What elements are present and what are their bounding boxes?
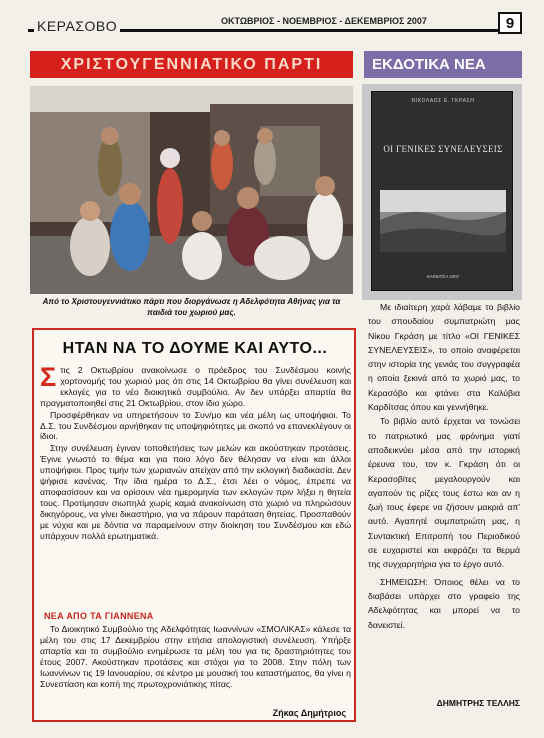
page-header xyxy=(28,12,522,40)
review-note: ΣΗΜΕΙΩΣΗ: Όποιος θέλει να το διαβάσει υπάρχει στο γραφείο της Αδελφότητας και μπορεί να το δανειστεί. xyxy=(368,576,520,630)
page-number: 9 xyxy=(498,12,522,34)
article-paragraph-2: Προσφέρθηκαν να υπηρετήσουν το Συν/μο και νέα μέλη ως υποψήφιοι. Το Δ.Σ. του Συνδέσμου αρνήθηκαν τις υποψηφιότητες με σκοπό να επανεκλέγουν οι ίδιοι. xyxy=(40,409,351,442)
book-cover-panel xyxy=(362,84,522,300)
article-title: ΗΤΑΝ ΝΑ ΤΟ ΔΟΥΜΕ ΚΑΙ ΑΥΤΟ... xyxy=(62,340,328,357)
review-signature: ΔΗΜΗΤΡΗΣ ΤΕΛΛΗΣ xyxy=(436,698,520,708)
ioannina-news-heading: ΝΕΑ ΑΠΟ ΤΑ ΓΙΑΝΝΕΝΑ xyxy=(44,611,154,621)
review-paragraph-1: Με ιδιαίτερη χαρά λάβαμε το βιβλίο του σπουδαίου συμπατριώτη μας Νίκου Γκράση με τίτλο «ΟΙ ΓΕΝΙΚΕΣ ΣΥΝΕΛΕΥΣΕΙΣ», το οποίο αναφέρεται στην ιστορία της γενιάς του συγγραφέα η οποία ξεκινά από το χωριό μας, το Κερασόβο και φτάνει στα Καλύβια Καρδίτσας όπου και γεννήθηκε. xyxy=(368,302,520,413)
review-paragraph-2: Το βιβλίο αυτό έρχεται να τονώσει το πατριωτικό μας φρόνημα γιατί αποδεικνύει μέσα από την ιστορική έρευνα του, τον κ. Γκράση ότι οι Κερασοβίτες μεγαλουργούν και αγαπούν τις ρίζες τους έστω και αν η ζωή τους έφερε να ζήσουν μακριά απ' αυτό. Αγαπητέ συμπατριώτη μας, η Συντακτική Επιτροπή του Περιοδικού σε ευχαριστεί και εκφράζει τα θερμά της συγχαρητήρια για το έργο αυτό. xyxy=(368,416,520,570)
article-box xyxy=(32,328,356,722)
book-publisher: ΚΑΡΔΙΤΣΑ 2007 xyxy=(426,274,460,279)
drop-cap: Σ xyxy=(40,362,57,392)
article-paragraph-4: Το Διοικητικό Συμβούλιο της Αδελφότητας Ιωαννίνων «ΣΜΟΛΙΚΑΣ» κάλεσε τα μέλη του στις 17 Δεκεμβρίου στην ετήσια απολογιστική συνέλευση. Υπήρξε απαρτία και το συμβούλιο ενημέρωσε τα μέλη του για τις δραστηριότητες του έτους 2007. Ακούστηκαν προτάσεις και στόχοι για το 2008. Στην πόλη των Ιωαννίνων τις 19 Ιανουαρίου, σε κέντρο με μουσική του καταστήματος, θα γίνει η Συνεστίαση και κοπή της πρωτοχρονιάτικης πίτας. xyxy=(40,624,351,689)
party-photo-image xyxy=(30,86,353,294)
article-paragraph-1-text: τις 2 Οκτωβρίου ανακοίνωσε ο πρόεδρος του Συνδέσμου κοινής χορτονομής του χωριού μας ότι στις 14 Οκτωβρίου θα γίνει συνέλευση και εκλογές για το νέο διοικητικό συμβούλιο. Αν δεν υπάρξει απαρτία θα πραγματοποιηθεί στις 21 Οκτωβρίου, στον ίδιο χώρο. xyxy=(40,365,351,408)
article-signature: Ζήκας Δημήτριος xyxy=(272,708,346,718)
ioannina-news-body xyxy=(40,624,351,689)
issue-date: ΟΚΤΩΒΡΙΟΣ - ΝΟΕΜΒΡΙΟΣ - ΔΕΚΕΜΒΡΙΟΣ 2007 xyxy=(218,16,430,26)
party-photo xyxy=(30,86,353,294)
brand: ΚΕΡΑΣΟΒΟ xyxy=(34,18,120,34)
book-author: ΝΙΚΟΛΑΟΣ Ε. ΓΚΡΑΣΗ xyxy=(411,98,475,104)
book-cover-landscape xyxy=(380,190,506,252)
article-body xyxy=(40,362,351,543)
publishing-news-banner: ΕΚΔΟΤΙΚΑ ΝΕΑ xyxy=(364,51,522,78)
book-cover xyxy=(371,91,513,291)
christmas-party-banner: ΧΡΙΣΤΟΥΓΕΝΝΙΑΤΙΚΟ ΠΑΡΤΙ xyxy=(30,51,353,78)
article-paragraph-1 xyxy=(40,362,351,409)
article-paragraph-3: Στην συνέλευση έγιναν τοποθετήσεις των μελών και ακούστηκαν προτάσεις. Έγινε γνωστό το θέμα και για ποιο λόγο δεν θέλησαν να είναι και άλλοι υποψήφιοι. Προς τιμήν των χωριανών απείχαν από την εκλογική διαδικασία. Δεν ψήφισε κανένας. Την ίδια ημέρα το Δ.Σ., έτσι λέει ο νόμος, έπρεπε να αποφασίσουν και να ορίσουν νέα ημερομηνία των εκλογών πριν λήξει η θητεία τους. Προτίμησαν σιωπηλά χωρίς καμιά ανακοίνωση στο χωριό να πληρώσουν δικηγόρους, να γίνει δικαστήριο, για να πάρουν παράταση θητείας. Προσπαθούν με νύχια και με δόντια να παραμείνουν στην διοίκηση του Συνδέσμου και εδώ υπάρχουν πολλά ερωτηματικά. xyxy=(40,443,351,541)
book-title: ΟΙ ΓΕΝΙΚΕΣ ΣΥΝΕΛΕΥΣΕΙΣ xyxy=(383,144,503,154)
book-review-text xyxy=(368,300,520,632)
photo-caption: Από το Χριστουγεννιάτικο πάρτι που διοργάνωσε η Αδελφότητα Αθήνας για τα παιδιά του χωριού μας. xyxy=(42,297,341,317)
